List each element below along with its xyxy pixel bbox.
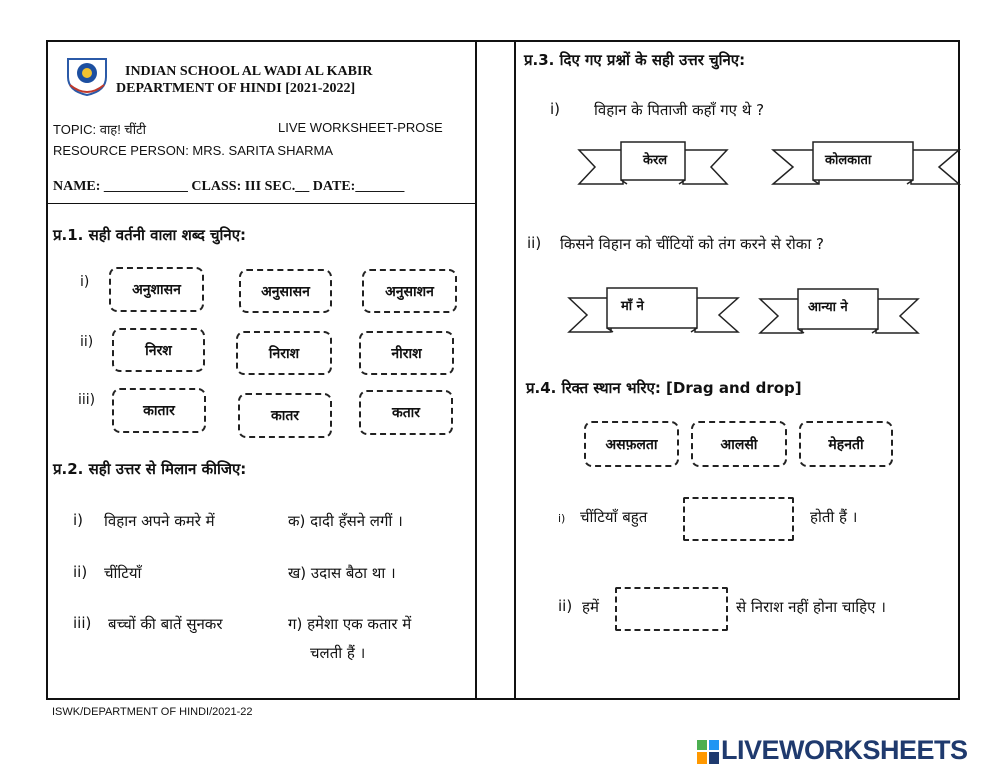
q1-option[interactable]: अनुसासन bbox=[239, 269, 332, 313]
q4-sentence-before: चींटियाँ बहुत bbox=[580, 508, 648, 526]
q2-right-continuation: चलती हैं । bbox=[310, 644, 366, 662]
ribbon-icon bbox=[567, 286, 740, 336]
q2-right-item: क) दादी हँसने लगीं । bbox=[288, 512, 403, 530]
q3-question-num: ii) bbox=[527, 234, 542, 252]
column-divider bbox=[475, 40, 516, 700]
q4-sentence-after: होती हैं । bbox=[810, 508, 858, 526]
q2-left-item: बच्चों की बातें सुनकर bbox=[108, 615, 223, 633]
q1-option[interactable]: अनुसाशन bbox=[362, 269, 457, 313]
liveworksheets-wordmark: LIVEWORKSHEETS bbox=[721, 735, 968, 765]
q1-option[interactable]: कातार bbox=[112, 388, 206, 433]
q3-option-ribbon[interactable] bbox=[577, 140, 729, 188]
student-info-line: NAME: ____________ CLASS: III SEC.__ DATE:_______ bbox=[53, 179, 405, 194]
q2-left-num: ii) bbox=[73, 563, 88, 581]
q4-drop-blank[interactable] bbox=[683, 497, 794, 541]
header-rule bbox=[48, 203, 475, 204]
q1-row-num: ii) bbox=[80, 334, 94, 350]
school-name: INDIAN SCHOOL AL WADI AL KABIR bbox=[125, 64, 373, 79]
q4-drag-word[interactable]: मेहनती bbox=[799, 421, 893, 467]
q3-question: किसने विहान को चींटियों को तंग करने से रोका ? bbox=[560, 235, 824, 253]
q2-left-num: i) bbox=[73, 511, 84, 529]
q1-option[interactable]: कतार bbox=[359, 390, 453, 435]
q1-option[interactable]: कातर bbox=[238, 393, 332, 438]
q2-title: प्र.2. सही उत्तर से मिलान कीजिए: bbox=[53, 460, 247, 478]
q2-left-item: चींटियाँ bbox=[104, 564, 142, 582]
q4-sentence-before: हमें bbox=[582, 598, 599, 616]
topic-label: TOPIC: वाह! चींटी bbox=[53, 122, 146, 137]
q2-right-item: ख) उदास बैठा था । bbox=[288, 564, 396, 582]
footer-code: ISWK/DEPARTMENT OF HINDI/2021-22 bbox=[52, 706, 253, 718]
q3-option-ribbon[interactable] bbox=[567, 286, 740, 336]
worksheet-type: LIVE WORKSHEET-PROSE bbox=[278, 120, 443, 135]
q4-drag-word[interactable]: असफ़लता bbox=[584, 421, 679, 467]
q1-option[interactable]: अनुशासन bbox=[109, 267, 204, 312]
liveworksheets-logo-icon bbox=[697, 740, 719, 764]
q1-option[interactable]: निराश bbox=[236, 331, 332, 375]
q1-option[interactable]: नीराश bbox=[359, 331, 454, 375]
q3-question-num: i) bbox=[550, 100, 561, 118]
q2-left-item: विहान अपने कमरे में bbox=[104, 512, 215, 530]
q3-option-label: कोलकाता bbox=[825, 153, 872, 168]
q4-title: प्र.4. रिक्त स्थान भरिए: [Drag and drop] bbox=[526, 379, 802, 397]
q4-sentence-num: ii) bbox=[558, 597, 573, 615]
q4-sentence-num: i) bbox=[558, 512, 566, 525]
q1-row-num: i) bbox=[80, 274, 90, 290]
q2-right-item: ग) हमेशा एक कतार में bbox=[288, 615, 412, 633]
q1-option[interactable]: निरश bbox=[112, 328, 205, 372]
q1-title: प्र.1. सही वर्तनी वाला शब्द चुनिए: bbox=[53, 226, 247, 244]
q3-option-label: आन्या ने bbox=[808, 300, 848, 315]
q4-sentence-after: से निराश नहीं होना चाहिए । bbox=[736, 598, 886, 616]
q3-title: प्र.3. दिए गए प्रश्नों के सही उत्तर चुनिए: bbox=[524, 51, 746, 69]
department-title: DEPARTMENT OF HINDI [2021-2022] bbox=[116, 81, 356, 96]
q3-option-ribbon[interactable] bbox=[771, 140, 961, 188]
q3-option-ribbon[interactable] bbox=[758, 287, 920, 337]
resource-person: RESOURCE PERSON: MRS. SARITA SHARMA bbox=[53, 143, 334, 158]
q1-row-num: iii) bbox=[78, 392, 96, 408]
q3-question: विहान के पिताजी कहाँ गए थे ? bbox=[594, 101, 765, 119]
q2-left-num: iii) bbox=[73, 614, 92, 632]
liveworksheets-logo bbox=[693, 735, 993, 769]
q4-drag-word[interactable]: आलसी bbox=[691, 421, 787, 467]
school-logo bbox=[64, 55, 110, 97]
q4-drop-blank[interactable] bbox=[615, 587, 728, 631]
q3-option-label: केरल bbox=[643, 153, 668, 168]
q3-option-label: माँ ने bbox=[621, 299, 644, 314]
